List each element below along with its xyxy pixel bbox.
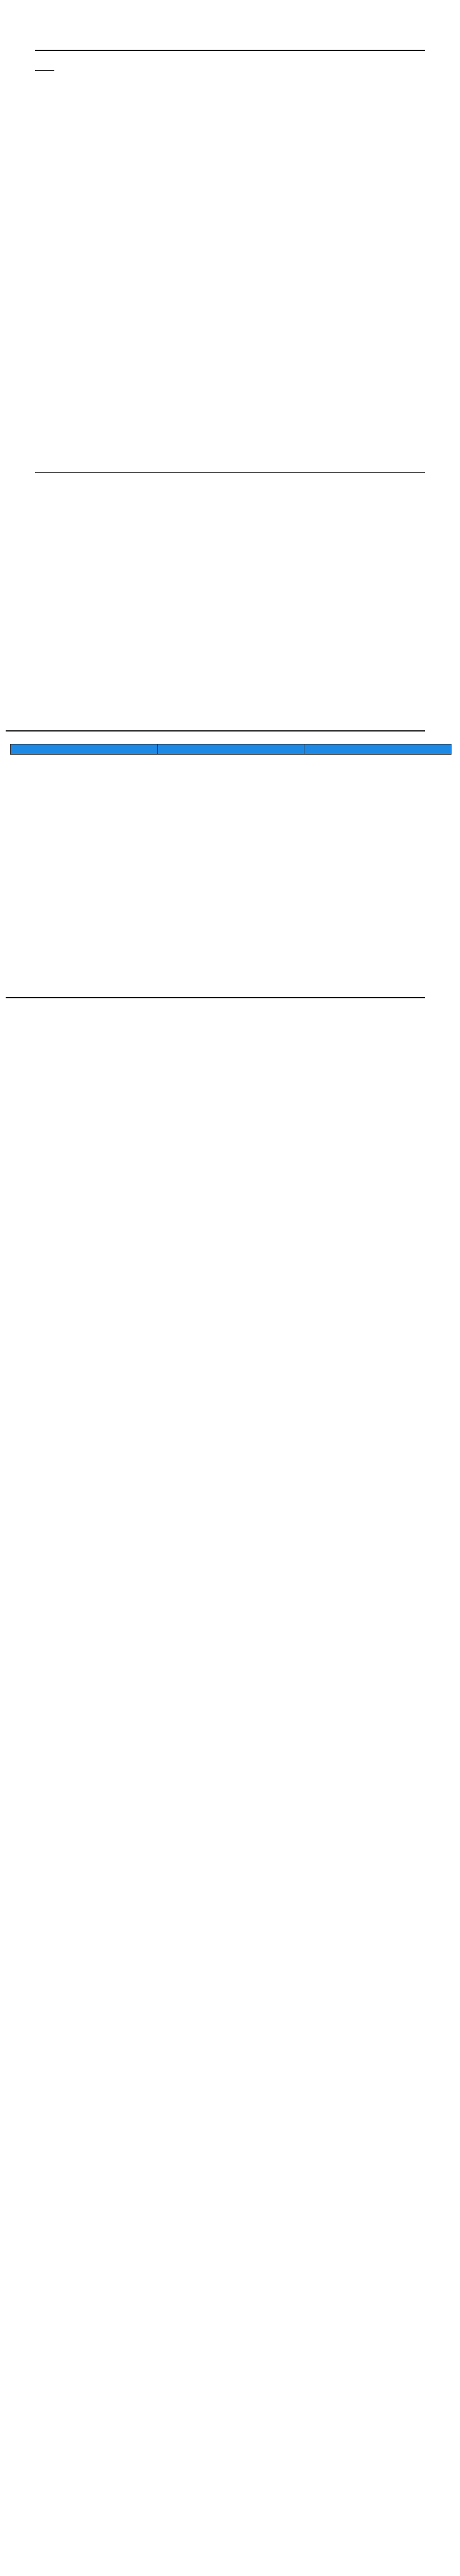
rules-11 bbox=[304, 744, 452, 755]
final-round-report bbox=[0, 950, 460, 1673]
summary-results bbox=[0, 472, 460, 659]
divider bbox=[35, 50, 425, 51]
chairman-value bbox=[35, 62, 54, 71]
first-round-result bbox=[0, 2346, 460, 2576]
rules-10 bbox=[157, 744, 304, 755]
skating-table bbox=[10, 744, 452, 755]
competition-report bbox=[0, 0, 460, 317]
rules-1-9 bbox=[11, 744, 158, 755]
skating-report bbox=[0, 683, 460, 920]
semi-final-result bbox=[0, 2068, 460, 2333]
